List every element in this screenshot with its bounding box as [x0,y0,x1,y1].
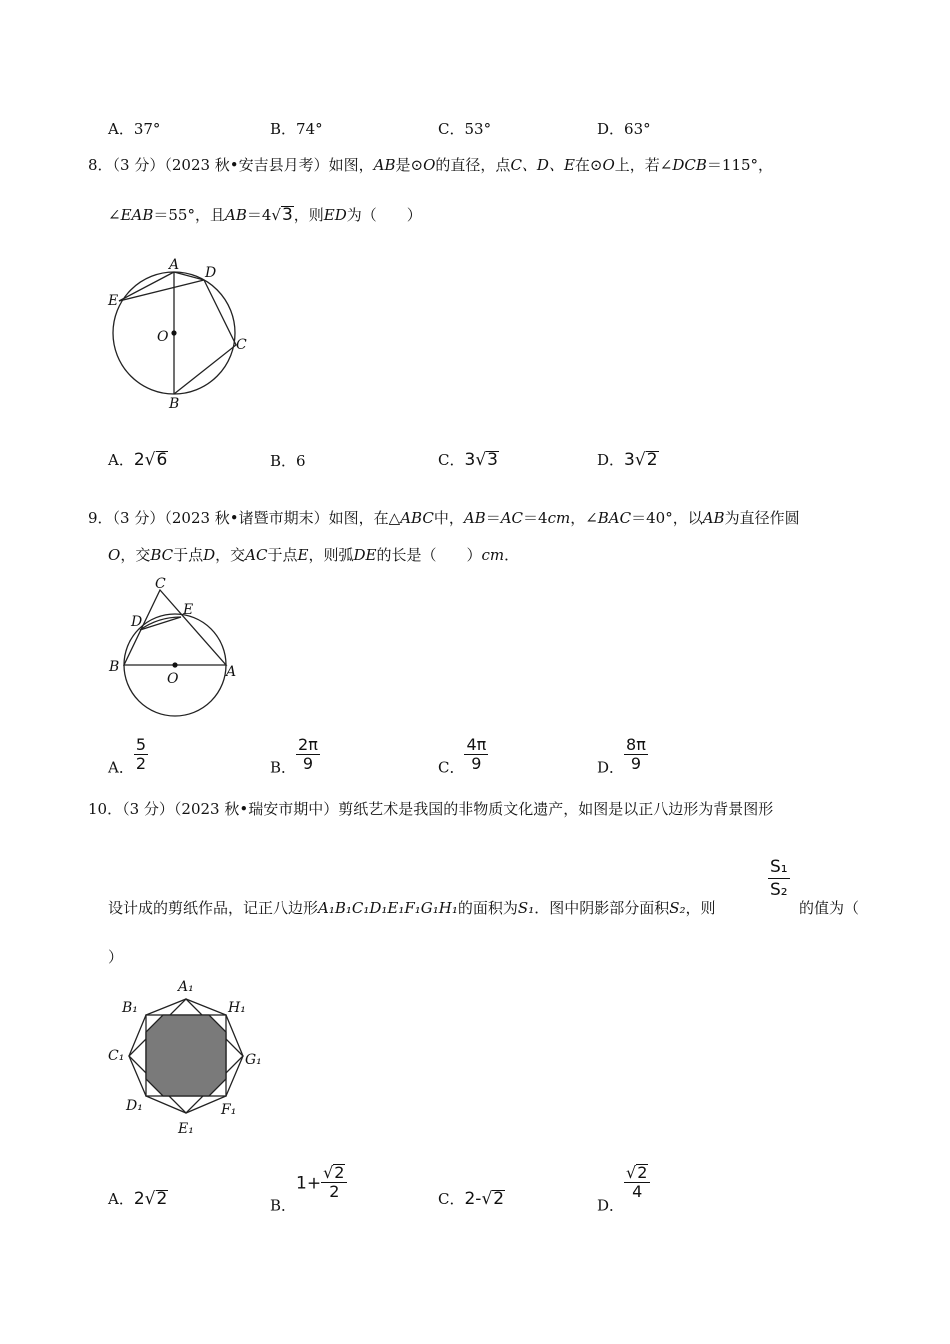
option-fraction [296,736,320,773]
option-label: A． [108,451,134,469]
sqrt-arg: 2 [637,1163,648,1182]
option-coef: 2 [133,1189,145,1209]
question-score: （3 分） [112,509,165,527]
math-var: S₁ [517,899,535,917]
q10-stem-line2-tail [799,898,859,918]
sqrt-sign: √ [475,450,487,470]
math-var: E [297,546,309,564]
stem-text: ，则弧 [308,546,354,564]
label-a: A [226,664,237,680]
math-var: AC [245,546,268,564]
math-var: BC [150,546,174,564]
fraction-num: 2π [298,735,318,754]
q8-circle-figure [100,255,260,415]
segment-ea [119,272,174,301]
option-rad: 2 [156,1189,168,1209]
fraction-den: 2 [321,1182,347,1201]
q8-option-c[interactable] [438,450,499,470]
q8-stem-line2 [108,205,422,225]
sqrt-arg: 2 [334,1163,345,1182]
fraction-den: 4 [624,1182,650,1201]
stem-text: 设计成的剪纸作品，记正八边形 [108,899,319,917]
stem-text: ． [504,546,520,564]
option-coef: 3 [624,450,635,470]
q10-stem-line3 [108,947,123,967]
center-point [171,330,176,335]
question-source: （2023 秋•安吉县月考） [164,156,329,174]
option-fraction [624,1164,650,1201]
option-label: C． [438,1190,465,1208]
question-number: 8． [88,156,113,174]
q7-option-c[interactable] [438,119,491,139]
fraction-num: √2 [323,1163,345,1182]
fraction-num: 5 [135,735,147,754]
label-b: B [169,396,180,412]
stem-text: 是⊙ [395,156,424,174]
fraction-num: 8π [626,735,646,754]
math-var: AB [702,509,725,527]
question-score: （3 分） [112,156,165,174]
option-coef: 2 [133,450,145,470]
option-label: D． [597,758,625,777]
option-label: A． [108,120,134,138]
stem-text: 于点 [267,546,298,564]
stem-text: 的值为（ [799,899,860,917]
label-e: E [183,602,194,618]
option-label: C． [438,451,465,469]
stem-text: 剪纸艺术是我国的非物质文化遗产，如图是以正八边形为背景图形 [338,800,774,818]
stem-text: 的面积为 [457,899,518,917]
fraction-den: 9 [296,754,320,773]
math-var: BAC [597,509,632,527]
question-score: （3 分） [122,800,174,818]
option-prefix: 1+ [296,1173,322,1194]
q10-option-c[interactable] [438,1189,505,1209]
q8-option-a[interactable] [108,450,168,470]
label-o: O [167,671,179,687]
q9-stem-line1 [88,508,800,528]
stem-text: ，交 [120,546,151,564]
math-var: DCB [672,156,707,174]
q7-option-a[interactable] [108,119,160,139]
math-var: DE [353,546,377,564]
math-var: cm [547,509,571,527]
stem-text: ＝ [485,509,501,527]
label-e1: E₁ [178,1121,194,1137]
stem-text: ） [108,948,124,966]
label-a: A [169,257,180,273]
stem-text: ，交 [215,546,246,564]
label-c: C [236,337,247,353]
option-rad: 3 [487,450,498,470]
question-number: 9． [88,509,113,527]
q8-option-d[interactable] [597,450,659,470]
stem-text: ∠ [108,206,121,224]
sqrt-sign: √ [144,450,156,470]
math-var: A₁B₁C₁D₁E₁F₁G₁H₁ [318,899,458,917]
stem-text: ，则 [685,899,716,917]
label-a1: A₁ [178,979,194,995]
stem-text: 的直径，点 [435,156,511,174]
question-number: 10． [88,800,123,818]
stem-text: 如图， [328,156,374,174]
shaded-octagon [146,1015,226,1096]
label-d: D [205,265,217,281]
option-prefix: 2- [464,1189,482,1209]
fraction-num: 4π [466,735,487,754]
label-c1: C₁ [108,1048,125,1064]
option-label: B． [270,1196,297,1215]
stem-text: ＝115°， [706,156,774,174]
stem-text: 如图，在△ [328,509,401,527]
sqrt-arg: 3 [281,205,293,225]
stem-text: 在⊙ [574,156,603,174]
math-var: D [203,546,216,564]
polyline-adcb [174,272,236,394]
math-var: ABC [400,509,434,527]
option-text: 53° [464,120,492,138]
option-rad: 2 [646,450,658,470]
q10-stem-line1 [88,799,773,819]
q10-option-d[interactable] [597,1164,650,1216]
stem-text: 为直径作圆 [724,509,800,527]
fraction-den: 2 [135,754,147,773]
sqrt-sign: √ [634,450,646,470]
option-label: B． [270,120,297,138]
stem-text: ＝4 [523,509,548,527]
math-var: cm [481,546,505,564]
question-source: （2023 秋•瑞安市期中） [173,800,339,818]
option-fraction [464,736,488,773]
label-b: B [109,659,120,675]
stem-text: 于点 [173,546,204,564]
q7-option-d[interactable] [597,119,651,139]
center-point [172,662,177,667]
q9-option-a[interactable] [108,736,148,778]
q9-stem-line2 [108,545,519,565]
question-source: （2023 秋•诸暨市期末） [164,509,329,527]
label-b1: B₁ [122,1000,138,1016]
fraction-den: S₂ [770,880,788,900]
option-label: A． [108,1190,134,1208]
math-var: AB [373,156,396,174]
option-label: D． [597,451,625,469]
q10-ratio-fraction [768,856,790,901]
stem-text: 中， [433,509,464,527]
option-label: B． [270,758,297,777]
q8-option-b[interactable] [270,451,306,471]
label-d1: D₁ [126,1098,143,1114]
label-g1: G₁ [245,1052,262,1068]
q7-option-b[interactable] [270,119,323,139]
option-text: 6 [296,452,306,470]
stem-text: ，∠ [570,509,598,527]
stem-text: ＝55°，且 [153,206,225,224]
fraction-den: 9 [464,754,488,773]
stem-text: ＝40°，以 [631,509,703,527]
q9-option-d[interactable] [597,736,648,778]
fraction-den: 9 [624,754,648,773]
q10-option-a[interactable] [108,1189,168,1209]
option-text: 74° [296,120,323,138]
option-fraction [134,736,148,773]
option-coef: 3 [464,450,476,470]
option-label: A． [108,758,134,777]
stem-text: 为（ ） [346,206,422,224]
q9-triangle-figure [100,572,260,722]
q8-stem-line1 [88,155,773,175]
math-var: O [108,546,121,564]
math-var: AC [500,509,524,527]
math-var: O [602,156,615,174]
label-f1: F₁ [221,1102,237,1118]
math-var: AB [463,509,486,527]
option-rad: 2 [493,1189,505,1209]
sqrt-sign: √ [271,206,281,224]
label-h1: H₁ [228,1000,246,1016]
q9-option-c[interactable] [438,736,488,778]
option-label: C． [438,120,465,138]
option-label: C． [438,758,465,777]
math-var: C、D、E [510,156,575,174]
option-label: B． [270,452,297,470]
q9-option-b[interactable] [270,736,320,778]
math-var: S₂ [669,899,686,917]
fraction-num: S₁ [770,857,788,877]
q10-stem-line2 [108,898,716,918]
label-c: C [155,576,166,592]
stem-text: 上，若∠ [614,156,673,174]
q10-octagon-figure [100,972,275,1142]
math-var: O [423,156,436,174]
segment-ed [119,280,204,301]
option-fraction [321,1164,347,1201]
label-e: E [108,293,119,309]
option-rad: 6 [156,450,168,470]
q10-option-b[interactable] [270,1164,347,1216]
stem-text: ，则 [293,206,324,224]
sqrt-sign: √ [481,1189,493,1209]
option-text: 37° [133,120,161,138]
stem-text: ．图中阴影部分面积 [534,899,670,917]
stem-text: 的长是（ ） [376,546,482,564]
stem-text: ＝4 [246,206,272,224]
math-var: ED [323,206,347,224]
option-label: D． [597,120,625,138]
fraction [768,856,790,901]
sqrt-sign: √ [144,1189,156,1209]
label-d: D [131,614,143,630]
option-fraction [624,736,648,773]
math-var: EAB [120,206,154,224]
option-label: D． [597,1196,625,1215]
label-o: O [157,329,169,345]
math-var: AB [224,206,247,224]
fraction-num: √2 [626,1163,648,1182]
option-text: 63° [624,120,651,138]
